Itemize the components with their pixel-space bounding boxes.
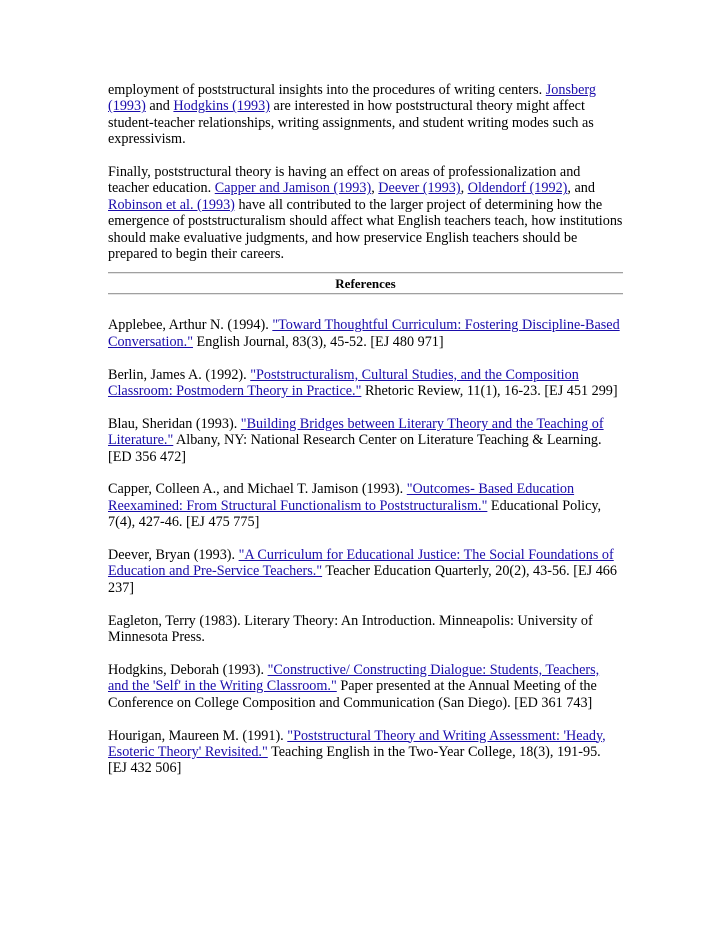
reference-entry — [108, 613, 623, 646]
link-hodgkins-1993[interactable]: Hodgkins (1993) — [173, 98, 270, 115]
link-capper-jamison-1993[interactable]: Capper and Jamison (1993) — [214, 180, 372, 197]
text-run: Eagleton, Terry (1983). Literary Theory: An Introduction. Minneapolis: University of Minnesota Press. — [108, 612, 593, 646]
reference-entry — [108, 547, 623, 596]
text-run: Blau, Sheridan (1993). — [108, 415, 241, 432]
reference-title-link[interactable]: "Constructive/ Constructing Dialogue: Students, Teachers, and the 'Self' in the Writing Classroom." — [108, 661, 600, 695]
link-oldendorf-1992[interactable]: Oldendorf (1992) — [467, 180, 568, 197]
text-run: Educational Policy, 7(4), 427-46. [EJ 475 775] — [108, 497, 602, 531]
text-run: English Journal, 83(3), 45-52. [EJ 480 971] — [193, 333, 444, 350]
text-run: Finally, poststructural theory is having an effect on areas of professionalization and teacher education. — [108, 164, 581, 197]
text-run: Hodgkins, Deborah (1993). — [108, 661, 268, 678]
text-run: Teacher Education Quarterly, 20(2), 43-56. [EJ 466 237] — [108, 563, 617, 596]
text-run: Albany, NY: National Research Center on Literature Teaching & Learning. [ED 356 472] — [108, 432, 602, 465]
text-run: Teaching English in the Two-Year College, 18(3), 191-95. [EJ 432 506] — [108, 743, 601, 777]
text-run: Applebee, Arthur N. (1994). — [108, 317, 273, 334]
text-run: , and — [567, 180, 595, 197]
reference-title-link[interactable]: "A Curriculum for Educational Justice: The Social Foundations of Education and Pre-Service Teachers." — [108, 547, 614, 580]
text-run: and — [145, 98, 174, 115]
reference-title-link[interactable]: "Building Bridges between Literary Theory and the Teaching of Literature." — [108, 415, 604, 449]
text-run: Deever, Bryan (1993). — [108, 547, 239, 564]
reference-title-link[interactable]: "Poststructural Theory and Writing Assessment: 'Heady, Esoteric Theory' Revisited." — [108, 727, 606, 760]
reference-title-link[interactable]: "Poststructuralism, Cultural Studies, and the Composition Classroom: Postmodern Theory in Practice." — [108, 366, 579, 400]
reference-title-link[interactable]: "Outcomes- Based Education Reexamined: From Structural Functionalism to Poststructuralism." — [108, 481, 575, 514]
reference-entry — [108, 367, 623, 400]
text-run: Paper presented at the Annual Meeting of the Conference on College Composition and Communication (San Diego). [ED 361 743] — [108, 678, 597, 711]
text-run: employment of poststructural insights into the procedures of writing centers. — [108, 82, 546, 98]
link-deever-1993[interactable]: Deever (1993) — [378, 180, 461, 197]
reference-entry — [108, 728, 623, 777]
link-robinson-1993[interactable]: Robinson et al. (1993) — [108, 196, 235, 213]
text-run: Capper, Colleen A., and Michael T. Jamison (1993). — [108, 481, 407, 498]
bottom-divider — [108, 293, 623, 295]
text-run: Rhetoric Review, 11(1), 16-23. [EJ 451 299] — [361, 383, 618, 400]
intro-paragraph — [108, 164, 623, 262]
reference-entry — [108, 662, 623, 711]
text-run: have all contributed to the larger project of determining how the emergence of poststructuralism should affect what English teachers teach, how institutions should make evaluative judgments, and how preservice English teachers should be prepared to begin their careers. — [108, 196, 623, 263]
document-page — [108, 82, 623, 777]
reference-entry — [108, 317, 623, 350]
reference-entry — [108, 481, 623, 530]
references-header — [108, 272, 623, 295]
reference-entry — [108, 416, 623, 465]
text-run: , — [460, 180, 468, 197]
text-run: Hourigan, Maureen M. (1991). — [108, 727, 288, 744]
intro-paragraph — [108, 82, 623, 148]
text-run: , — [371, 180, 379, 197]
link-jonsberg-1993[interactable]: Jonsberg (1993) — [108, 82, 596, 115]
references-heading: References — [335, 276, 396, 292]
reference-title-link[interactable]: "Toward Thoughtful Curriculum: Fostering Discipline-Based Conversation." — [108, 317, 620, 350]
intro-section — [108, 82, 623, 262]
text-run: are interested in how poststructural theory might affect student-teacher relationships, writing assignments, and student writing modes such as expressivism. — [108, 98, 594, 148]
references-list — [108, 317, 623, 776]
text-run: Berlin, James A. (1992). — [108, 366, 251, 383]
